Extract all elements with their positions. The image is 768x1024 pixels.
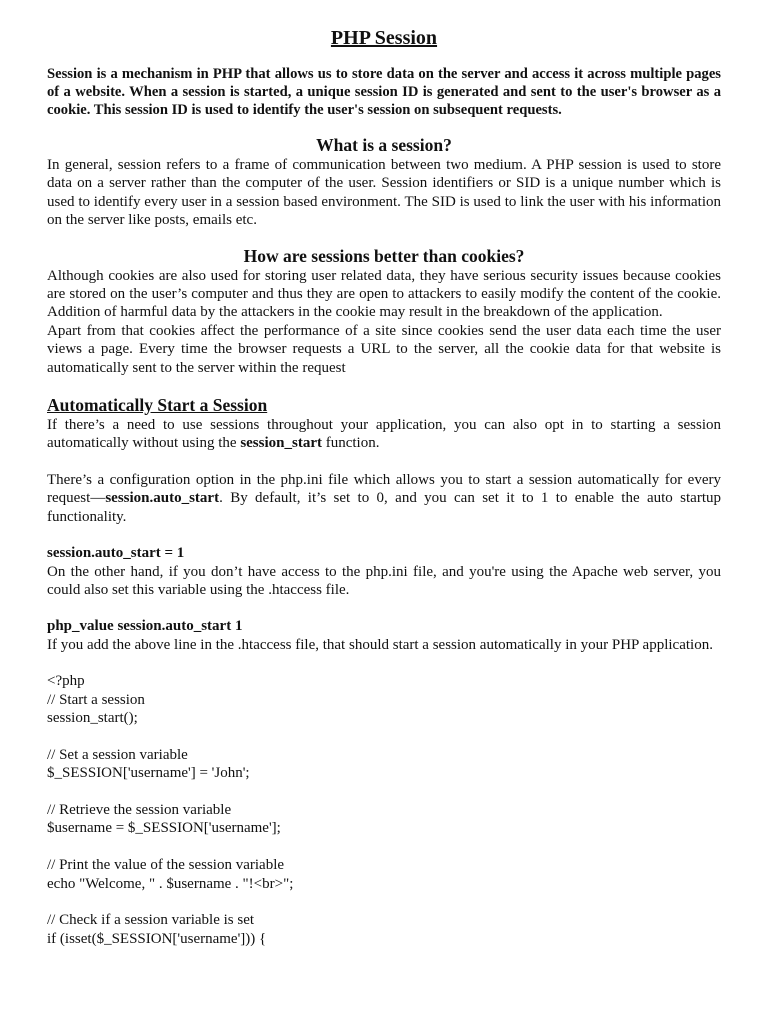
heading-sessions-vs-cookies: How are sessions better than cookies? [243, 245, 525, 266]
code-line: // Start a session [47, 691, 145, 708]
code-line: if (isset($_SESSION['username'])) { [47, 930, 267, 947]
code-line: // Print the value of the session variable [47, 857, 285, 874]
cookies-performance-paragraph: Apart from that cookies affect the performance of a site since cookies send the user data each time the user views a page. Every time the browser requests a URL to the server, all the cookie data for that website is automatically sent to the server within the request [47, 322, 721, 376]
code-line: // Set a session variable [47, 746, 188, 763]
code-line: // Check if a session variable is set [47, 912, 255, 929]
code-blank-line [47, 838, 721, 856]
code-blank-line [47, 783, 721, 801]
code-line: $_SESSION['username'] = 'John'; [47, 765, 250, 782]
heading-auto-start-session: Automatically Start a Session [47, 395, 268, 416]
code-line: // Retrieve the session variable [47, 801, 232, 818]
auto-start-intro-paragraph [47, 416, 721, 453]
code-line: session_start(); [47, 709, 138, 726]
code-line: <?php [47, 673, 85, 690]
htaccess-result-paragraph: If you add the above line in the .htaccess file, that should start a session automatically in your PHP application. [47, 636, 713, 653]
text-span: function. [321, 435, 380, 452]
htaccess-setting-line: php_value session.auto_start 1 [47, 618, 243, 635]
text-span: . By default, it’s set to 0, and you can set it to 1 to enable the auto startup functionality. [47, 490, 721, 525]
intro-paragraph: Session is a mechanism in PHP that allows us to store data on the server and access it across multiple pages of a website. When a session is started, a unique session ID is generated and sent to the user's browser as a cookie. This session ID is used to identify the user's session on subsequent requests. [47, 66, 721, 118]
code-line: echo "Welcome, " . $username . "!<br>"; [47, 875, 294, 892]
what-is-session-paragraph: In general, session refers to a frame of communication between two medium. A PHP session is used to store data on a server rather than the computer of the user. Session identifiers or SID is a unique number which is used to identify every user in a session based environment. The SID is used to link the user with his information on the server like posts, emails etc. [47, 157, 721, 229]
session-start-keyword: session_start [240, 435, 322, 452]
cookies-security-paragraph: Although cookies are also used for storing user related data, they have serious security issues because cookies are stored on the user’s computer and thus they are open to attackers to easily modify the content of the cookie. Addition of harmful data by the attackers in the cookie may result in the breakdown of the application. [47, 267, 721, 321]
heading-what-is-session: What is a session? [316, 135, 452, 155]
text-span: If there’s a need to use sessions throughout your application, you can also opt in to starting a session automatically without using the [47, 417, 721, 452]
code-sample [47, 672, 721, 948]
text-span: There’s a configuration option in the php.ini file which allows you to start a session automatically for every request— [47, 471, 721, 507]
page-title: PHP Session [330, 27, 438, 49]
code-blank-line [47, 893, 721, 911]
code-blank-line [47, 727, 721, 745]
auto-start-keyword: session.auto_start [105, 490, 220, 507]
htaccess-alternative-paragraph: On the other hand, if you don’t have access to the php.ini file, and you're using the Apache web server, you could also set this variable using the .htaccess file. [47, 563, 721, 598]
code-line: $username = $_SESSION['username']; [47, 820, 281, 837]
php-ini-setting-line: session.auto_start = 1 [47, 545, 185, 562]
config-option-paragraph [47, 471, 721, 526]
